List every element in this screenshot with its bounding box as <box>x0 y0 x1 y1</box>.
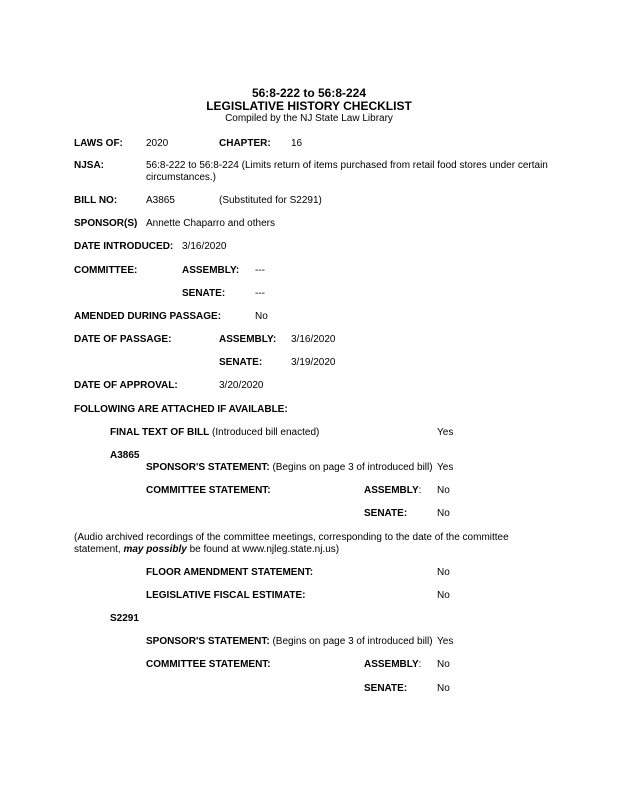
bill-substituted-note: (Substituted for S2291) <box>219 195 322 206</box>
sponsors-label: SPONSOR(S) <box>74 218 138 229</box>
date-of-passage-label: DATE OF PASSAGE: <box>74 334 172 345</box>
njsa-value-line2: circumstances.) <box>146 172 217 183</box>
floor-amendment-value: No <box>437 567 450 578</box>
a3865-sponsor-row <box>146 462 433 474</box>
page-title: LEGISLATIVE HISTORY CHECKLIST <box>206 99 412 113</box>
final-text-note: (Introduced bill enacted) <box>212 427 320 438</box>
audio-note-line2 <box>74 544 339 556</box>
a3865-sponsor-value: Yes <box>437 462 454 473</box>
laws-of-label: LAWS OF: <box>74 138 123 149</box>
a3865-assembly-value: No <box>437 485 450 496</box>
compiled-by: Compiled by the NJ State Law Library <box>225 113 393 124</box>
a3865-assembly-colon: : <box>418 485 422 496</box>
s2291-assembly-value: No <box>437 659 450 670</box>
s2291-bill-label: S2291 <box>110 613 139 624</box>
audio-note-post: be found at www.njleg.state.nj.us) <box>186 544 340 555</box>
s2291-sponsor-value: Yes <box>437 636 454 647</box>
bill-no-value: A3865 <box>146 195 175 206</box>
audio-note-line1: (Audio archived recordings of the committee meetings, corresponding to the date of the committee <box>74 532 509 543</box>
amended-label: AMENDED DURING PASSAGE: <box>74 311 222 322</box>
final-text-label: FINAL TEXT OF BILL <box>110 427 210 438</box>
a3865-senate-label: SENATE: <box>364 508 408 519</box>
committee-assembly-label: ASSEMBLY: <box>182 265 240 276</box>
committee-senate-label: SENATE: <box>182 288 226 299</box>
s2291-assembly-label: ASSEMBLY <box>364 659 419 670</box>
a3865-sponsor-note: (Begins on page 3 of introduced bill) <box>272 462 433 473</box>
s2291-sponsor-label: SPONSOR'S STATEMENT: <box>146 636 270 647</box>
date-of-approval-label: DATE OF APPROVAL: <box>74 380 178 391</box>
a3865-bill-label: A3865 <box>110 450 140 461</box>
chapter-value: 16 <box>291 138 303 149</box>
date-introduced-label: DATE INTRODUCED: <box>74 241 174 252</box>
audio-note-pre: statement, <box>74 544 124 555</box>
passage-senate-value: 3/19/2020 <box>291 357 336 368</box>
njsa-value-line1: 56:8-222 to 56:8-224 (Limits return of items purchased from retail food stores under certain <box>146 160 548 171</box>
audio-note-emphasis: may possibly <box>123 544 187 555</box>
date-introduced-value: 3/16/2020 <box>182 241 227 252</box>
laws-of-value: 2020 <box>146 138 169 149</box>
statute-range-heading: 56:8-222 to 56:8-224 <box>251 86 367 100</box>
a3865-senate-value: No <box>437 508 450 519</box>
final-text-value: Yes <box>437 427 454 438</box>
s2291-assembly-row <box>364 659 421 671</box>
s2291-assembly-colon: : <box>418 659 422 670</box>
passage-assembly-value: 3/16/2020 <box>291 334 336 345</box>
chapter-label: CHAPTER: <box>219 138 271 149</box>
passage-assembly-label: ASSEMBLY: <box>219 334 277 345</box>
fiscal-estimate-label: LEGISLATIVE FISCAL ESTIMATE: <box>146 590 306 601</box>
s2291-sponsor-row <box>146 636 433 648</box>
committee-senate-value: --- <box>255 288 265 299</box>
date-of-approval-value: 3/20/2020 <box>219 380 264 391</box>
sponsors-value: Annette Chaparro and others <box>146 218 275 229</box>
s2291-committee-label: COMMITTEE STATEMENT: <box>146 659 271 670</box>
bill-no-label: BILL NO: <box>74 195 118 206</box>
s2291-sponsor-note: (Begins on page 3 of introduced bill) <box>272 636 433 647</box>
final-text-row <box>110 427 319 439</box>
njsa-label: NJSA: <box>74 160 105 171</box>
floor-amendment-label: FLOOR AMENDMENT STATEMENT: <box>146 567 314 578</box>
a3865-sponsor-label: SPONSOR'S STATEMENT: <box>146 462 270 473</box>
a3865-assembly-label: ASSEMBLY <box>364 485 419 496</box>
attached-heading: FOLLOWING ARE ATTACHED IF AVAILABLE: <box>74 404 288 415</box>
a3865-committee-label: COMMITTEE STATEMENT: <box>146 485 271 496</box>
s2291-senate-value: No <box>437 683 450 694</box>
a3865-assembly-row <box>364 485 421 497</box>
amended-value: No <box>255 311 268 322</box>
s2291-senate-label: SENATE: <box>364 683 408 694</box>
committee-assembly-value: --- <box>255 265 265 276</box>
committee-label: COMMITTEE: <box>74 265 138 276</box>
passage-senate-label: SENATE: <box>219 357 263 368</box>
fiscal-estimate-value: No <box>437 590 450 601</box>
